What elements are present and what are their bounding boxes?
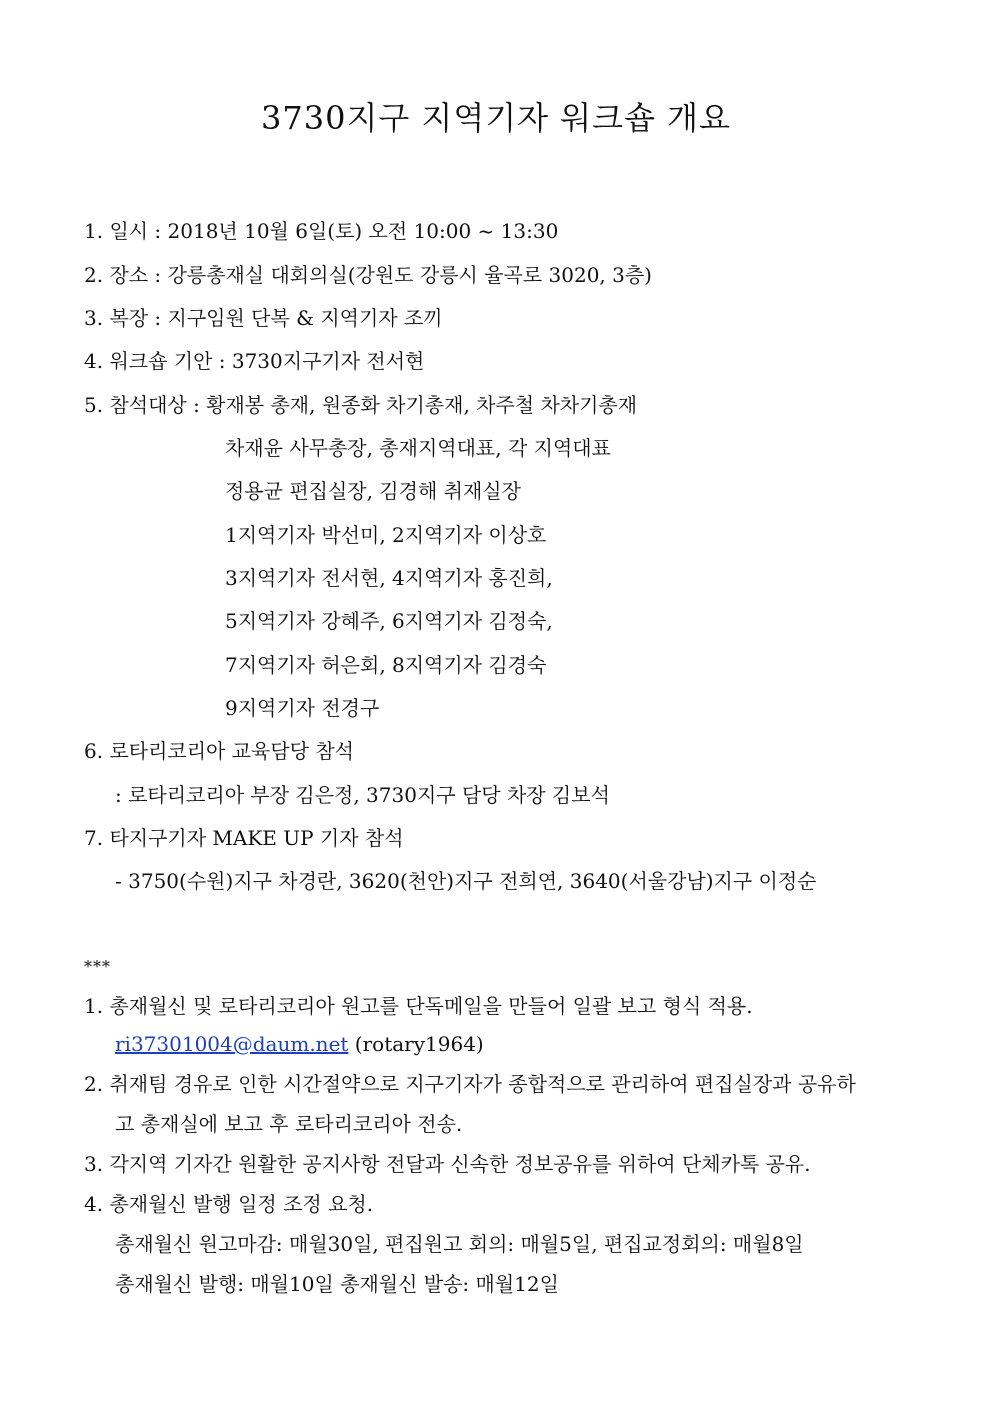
note-schedule-request: 4. 총재월신 발행 일정 조정 요청. — [84, 1192, 374, 1216]
item-organizer: 4. 워크숍 기안 : 3730지구기자 전서현 — [84, 349, 425, 373]
schedule-publication: 총재월신 발행: 매월10일 총재월신 발송: 매월12일 — [115, 1272, 559, 1296]
makeup-reporters-list: - 3750(수원)지구 차경란, 3620(천안)지구 전희연, 3640(서울강남)지구 이정순 — [115, 869, 817, 893]
education-attendees: : 로타리코리아 부장 김은정, 3730지구 담당 차장 김보석 — [115, 783, 610, 807]
section-separator: *** — [84, 957, 111, 976]
item-makeup-reporters: 7. 타지구기자 MAKE UP 기자 참석 — [84, 826, 404, 850]
note-group-chat: 3. 각지역 기자간 원활한 공지사항 전달과 신속한 정보공유를 위하여 단체카톡 공유. — [84, 1152, 811, 1176]
note-time-saving-cont: 고 총재실에 보고 후 로타리코리아 전송. — [115, 1112, 463, 1136]
schedule-deadlines: 총재월신 원고마감: 매월30일, 편집원고 회의: 매월5일, 편집교정회의: 매월8일 — [115, 1232, 804, 1256]
note-email-line — [115, 1029, 484, 1059]
email-password: (rotary1964) — [348, 1032, 484, 1056]
item-attendees: 5. 참석대상 : 황재봉 총재, 원종화 차기총재, 차주철 차차기총재 — [84, 393, 638, 417]
item-dress-code: 3. 복장 : 지구임원 단복 & 지역기자 조끼 — [84, 306, 443, 330]
attendee-line: 7지역기자 허은회, 8지역기자 김경숙 — [225, 653, 547, 677]
attendee-line: 9지역기자 전경구 — [225, 696, 380, 720]
item-location: 2. 장소 : 강릉총재실 대회의실(강원도 강릉시 율곡로 3020, 3층) — [84, 263, 652, 287]
attendee-line: 차재윤 사무총장, 총재지역대표, 각 지역대표 — [225, 436, 611, 460]
document-title: 3730지구 지역기자 워크숍 개요 — [261, 99, 731, 137]
note-time-saving: 2. 취재팀 경유로 인한 시간절약으로 지구기자가 종합적으로 관리하여 편집실장과 공유하 — [84, 1072, 856, 1096]
attendee-line: 1지역기자 박선미, 2지역기자 이상호 — [225, 523, 547, 547]
attendee-line: 정용균 편집실장, 김경해 취재실장 — [225, 479, 521, 503]
item-date-time: 1. 일시 : 2018년 10월 6일(토) 오전 10:00 ~ 13:30 — [84, 219, 559, 243]
email-link[interactable]: ri37301004@daum.net — [115, 1032, 349, 1056]
attendee-line: 3지역기자 전서현, 4지역기자 홍진희, — [225, 566, 553, 590]
item-education-attendance: 6. 로타리코리아 교육담당 참석 — [84, 739, 354, 763]
attendee-line: 5지역기자 강혜주, 6지역기자 김정숙, — [225, 609, 553, 633]
note-single-email: 1. 총재월신 및 로타리코리아 원고를 단독메일을 만들어 일괄 보고 형식 적용. — [84, 994, 753, 1018]
